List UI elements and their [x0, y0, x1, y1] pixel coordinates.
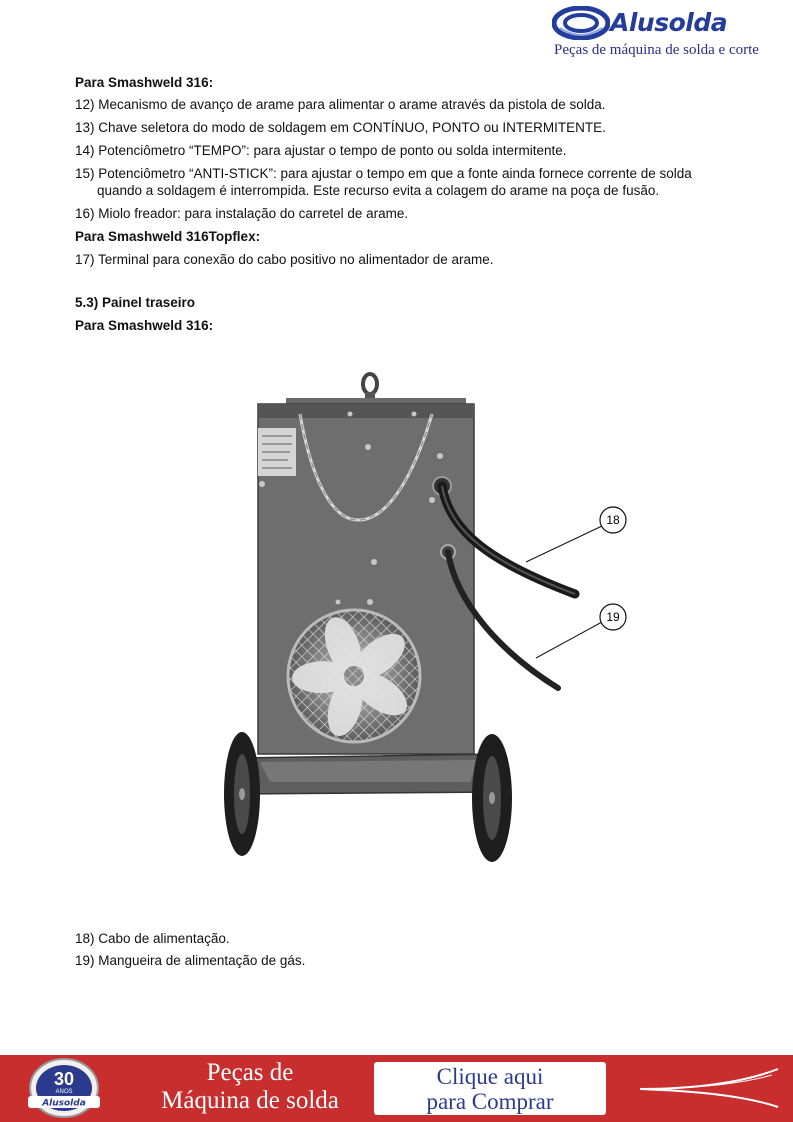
list-item: 13) Chave seletora do modo de soldagem em CONTÍNUO, PONTO ou INTERMITENTE.: [75, 120, 606, 135]
lifting-eye: [363, 374, 377, 394]
section-heading: Para Smashweld 316Topflex:: [75, 229, 261, 244]
callout-18: [600, 507, 626, 533]
brand-tagline: Peças de máquina de solda e corte: [554, 42, 759, 58]
badge-number: 30: [53, 1069, 75, 1089]
banner-title: [130, 1059, 370, 1115]
list-item: 16) Miolo freador: para instalação do carretel de arame.: [75, 206, 409, 221]
list-item: 12) Mecanismo de avanço de arame para alimentar o arame através da pistola de solda.: [75, 97, 606, 112]
shop-banner[interactable]: [0, 1055, 793, 1122]
alusolda-logo-icon: [552, 6, 610, 40]
callout-19: [600, 604, 626, 630]
banner-title-line2: Máquina de solda: [161, 1087, 339, 1114]
callout-18-label: 18: [606, 513, 620, 527]
list-item: 15) Potenciômetro “ANTI-STICK”: para ajustar o tempo em que a fonte ainda fornece corrente de solda quando a soldagem é interrompida. Este recurso evita a colagem do arame na poça de fusão.: [75, 166, 692, 198]
wheel-left: [224, 732, 260, 856]
list-item: 18) Cabo de alimentação.: [75, 931, 230, 946]
rear-panel-figure: [200, 362, 640, 872]
list-item: 14) Potenciômetro “TEMPO”: para ajustar o tempo de ponto ou solda intermitente.: [75, 143, 567, 158]
brand-logo[interactable]: [548, 2, 788, 64]
badge-sub: ANOS: [55, 1089, 73, 1095]
list-item: 19) Mangueira de alimentação de gás.: [75, 953, 306, 968]
brand-name: Alusolda: [610, 8, 728, 37]
30-years-badge-icon: [18, 1057, 110, 1119]
banner-title-line1: Peças de: [206, 1059, 294, 1086]
buy-button[interactable]: [374, 1062, 606, 1115]
section-heading: Para Smashweld 316:: [75, 75, 214, 90]
badge-brand: Alusolda: [42, 1098, 86, 1109]
buy-button-line1: Clique aqui: [436, 1064, 544, 1089]
callout-19-label: 19: [606, 610, 620, 624]
machine-illustration: [200, 362, 640, 872]
document-body: [75, 74, 735, 334]
section-heading: 5.3) Painel traseiro: [75, 295, 196, 310]
list-item: 17) Terminal para conexão do cabo positivo no alimentador de arame.: [75, 252, 494, 267]
figure-legend: [75, 928, 305, 972]
section-subheading: Para Smashweld 316:: [75, 318, 214, 333]
wheel-right: [472, 734, 512, 862]
arrow-left-icon: [632, 1065, 782, 1111]
buy-button-line2: para Comprar: [426, 1089, 554, 1114]
